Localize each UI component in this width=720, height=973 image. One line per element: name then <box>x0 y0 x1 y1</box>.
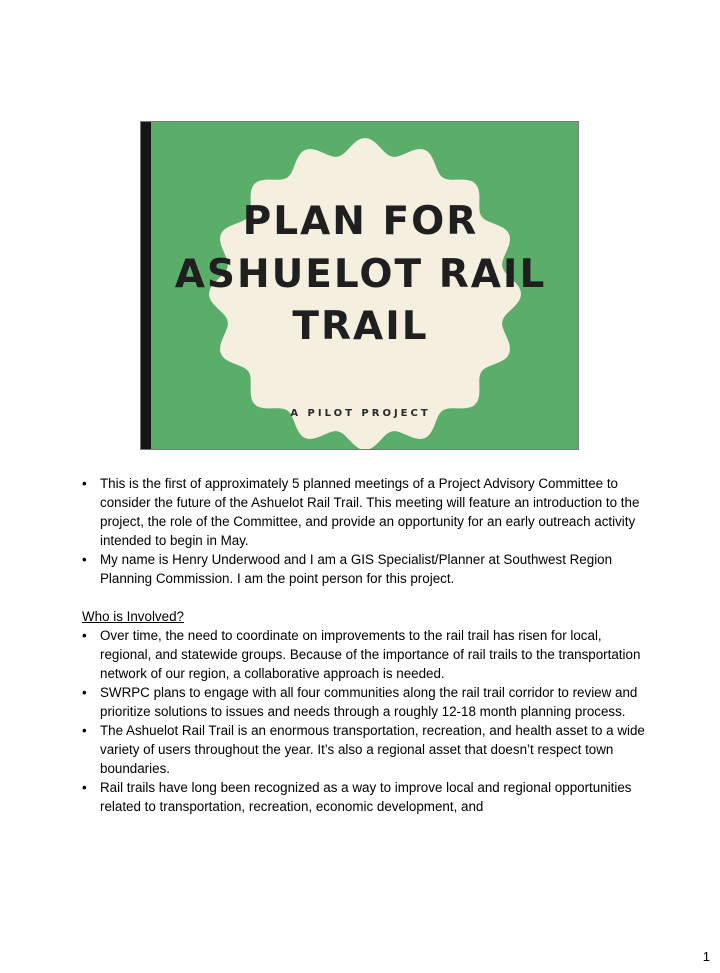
bullet-icon: • <box>82 780 87 795</box>
list-item <box>82 778 654 816</box>
bullet-text: The Ashuelot Rail Trail is an enormous transportation, recreation, and health asset to a wide variety of users throughout the year. It’s also a regional asset that doesn’t respect town boundaries. <box>100 723 645 776</box>
list-item <box>82 474 654 550</box>
bullet-icon: • <box>82 476 87 491</box>
slide-title-line-3: TRAIL <box>292 304 429 349</box>
bullet-icon: • <box>82 628 87 643</box>
slide-title-line-2: ASHUELOT RAIL <box>174 252 547 297</box>
list-item <box>82 626 654 683</box>
bullet-text: This is the first of approximately 5 planned meetings of a Project Advisory Committee to consider the future of the Ashuelot Rail Trail. This meeting will feature an introduction to the project, the role of the Committee, and provide an opportunity for an early outreach activity intended to begin in May. <box>100 476 640 548</box>
slide-subtitle: A PILOT PROJECT <box>290 408 431 419</box>
bullet-icon: • <box>82 685 87 700</box>
section-heading: Who is Involved? <box>82 609 184 624</box>
slide-title-line-1: PLAN FOR <box>242 199 479 244</box>
list-item <box>82 683 654 721</box>
slide-thumbnail <box>140 121 579 450</box>
speaker-notes <box>82 474 654 816</box>
list-item <box>82 550 654 588</box>
bullet-text: Over time, the need to coordinate on improvements to the rail trail has risen for local, regional, and statewide groups. Because of the importance of rail trails to the transportation network of our region, a collaborative approach is needed. <box>100 628 641 681</box>
list-item <box>82 721 654 778</box>
bullet-icon: • <box>82 723 87 738</box>
bullet-icon: • <box>82 552 87 567</box>
section-bullet-list <box>82 626 654 816</box>
intro-bullet-list <box>82 474 654 588</box>
bullet-text: SWRPC plans to engage with all four communities along the rail trail corridor to review and prioritize solutions to issues and needs through a roughly 12-18 month planning process. <box>100 685 638 719</box>
bullet-text: My name is Henry Underwood and I am a GIS Specialist/Planner at Southwest Region Planning Commission. I am the point person for this project. <box>100 552 613 586</box>
page-number: 1 <box>702 949 710 964</box>
bullet-text: Rail trails have long been recognized as a way to improve local and regional opportunities related to transportation, recreation, economic development, and <box>100 780 632 814</box>
